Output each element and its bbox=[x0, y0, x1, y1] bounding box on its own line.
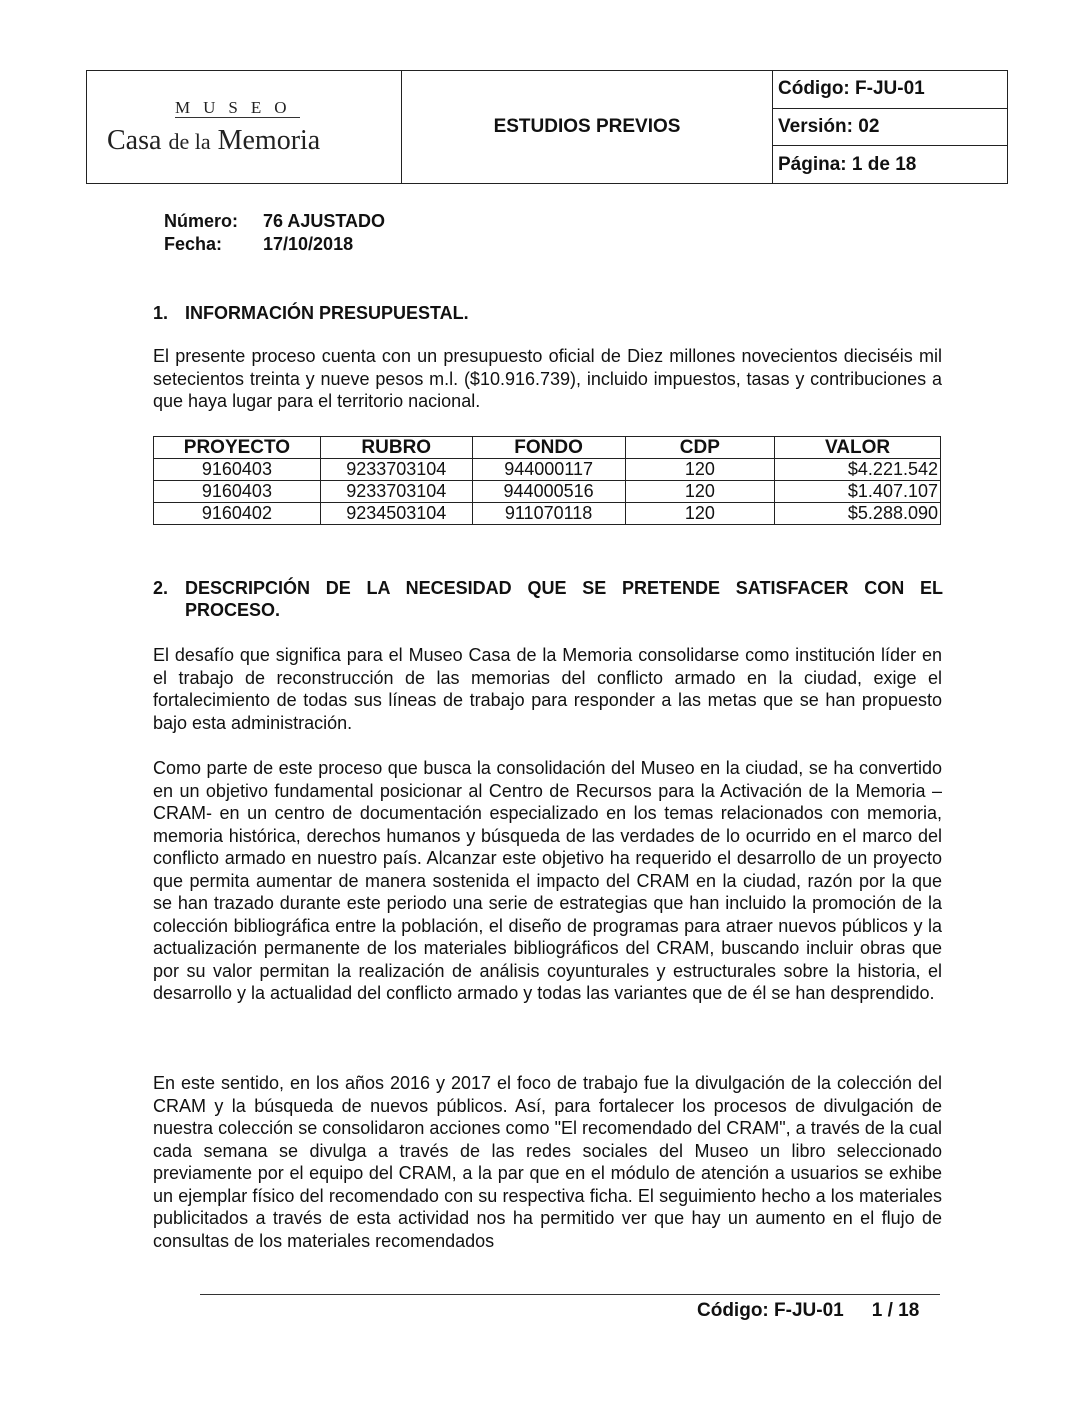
header-rubro: RUBRO bbox=[320, 437, 472, 459]
document-control-info bbox=[773, 71, 1007, 183]
cell-cdp: 120 bbox=[625, 503, 775, 525]
museum-logo bbox=[87, 71, 402, 183]
logo-museo-text: MUSEO bbox=[175, 98, 300, 117]
fecha-label: Fecha: bbox=[164, 234, 223, 254]
logo-casa: Casa bbox=[107, 125, 162, 156]
section-2-number: 2. bbox=[153, 578, 169, 598]
section-2-heading bbox=[153, 577, 943, 621]
table-header-row bbox=[154, 437, 941, 459]
section-1-paragraph: El presente proceso cuenta con un presupuesto oficial de Diez millones novecientos dieciséis mil setecientos treinta y nueve pesos m.l. ($10.916.739), incluido impuestos, tasas y contribuciones a que haya lugar para el territorio nacional. bbox=[153, 346, 942, 411]
cell-cdp: 120 bbox=[625, 459, 775, 481]
table-row bbox=[154, 503, 941, 525]
cell-rubro: 9233703104 bbox=[320, 459, 472, 481]
footer-page-number: 1 / 18 bbox=[871, 1300, 920, 1321]
logo-name-text bbox=[107, 125, 320, 157]
section-2-paragraph-3: En este sentido, en los años 2016 y 2017 el foco de trabajo fue la divulgación de la colección del CRAM y la búsqueda de nuevos públicos. Así, para fortalecer los procesos de divulgación de nuestra colección se consolidaron acciones como "El recomendado del CRAM", a través de la cual cada semana se divulga a través de las redes sociales del Museo un libro seleccionado previamente por el equipo del CRAM, a la par que en el módulo de atención a usuarios se exhibe un ejemplar físico del recomendado con su respectiva ficha. El seguimiento hecho a los materiales publicitados a través de esta actividad nos ha permitido ver que hay un aumento en el flujo de consultas de los materiales recomendados bbox=[153, 1073, 942, 1251]
section-2-paragraph-1: El desafío que significa para el Museo Casa de la Memoria consolidarse como institución líder en el trabajo de reconstrucción de las memorias del conflicto armado en la ciudad, exige el fortalecimiento de todas sus líneas de trabajo para responder a las metas que se han propuesto bajo esta administración. bbox=[153, 645, 942, 733]
header-proyecto: PROYECTO bbox=[154, 437, 321, 459]
document-version: Versión: 02 bbox=[773, 109, 1007, 147]
numero-label: Número: bbox=[164, 211, 239, 231]
section-1-number: 1. bbox=[153, 303, 169, 323]
cell-valor: $1.407.107 bbox=[775, 481, 941, 503]
document-code: Código: F-JU-01 bbox=[773, 71, 1007, 109]
cell-proyecto: 9160403 bbox=[154, 459, 321, 481]
logo-memoria: Memoria bbox=[217, 125, 321, 156]
document-meta bbox=[164, 210, 385, 256]
header-cdp: CDP bbox=[625, 437, 775, 459]
cell-valor: $5.288.090 bbox=[775, 503, 941, 525]
cell-rubro: 9233703104 bbox=[320, 481, 472, 503]
section-1-heading bbox=[153, 302, 469, 324]
cell-proyecto: 9160403 bbox=[154, 481, 321, 503]
cell-rubro: 9234503104 bbox=[320, 503, 472, 525]
budget-table bbox=[153, 436, 941, 525]
document-title: ESTUDIOS PREVIOS bbox=[402, 71, 773, 183]
header-valor: VALOR bbox=[775, 437, 941, 459]
footer-code: Código: F-JU-01 bbox=[697, 1300, 844, 1321]
cell-valor: $4.221.542 bbox=[775, 459, 941, 481]
table-row bbox=[154, 481, 941, 503]
fecha-value: 17/10/2018 bbox=[263, 234, 354, 254]
page-footer bbox=[697, 1300, 919, 1322]
cell-fondo: 944000117 bbox=[472, 459, 625, 481]
document-header bbox=[86, 70, 1008, 184]
footer-divider bbox=[200, 1294, 940, 1295]
cell-fondo: 911070118 bbox=[472, 503, 625, 525]
numero-value: 76 AJUSTADO bbox=[263, 211, 386, 231]
table-row bbox=[154, 459, 941, 481]
section-2-title: DESCRIPCIÓN DE LA NECESIDAD QUE SE PRETENDE SATISFACER CON EL PROCESO. bbox=[185, 578, 943, 620]
cell-cdp: 120 bbox=[625, 481, 775, 503]
section-2-paragraph-2: Como parte de este proceso que busca la consolidación del Museo en la ciudad, se ha convertido en un objetivo fundamental posicionar al Centro de Recursos para la Activación de la Memoria –CRAM- en un centro de documentación especializado en los temas relacionados con memoria, memoria histórica, derechos humanos y búsqueda de las verdades de lo ocurrido en el marco del conflicto armado en nuestro país. Alcanzar este objetivo ha requerido el desarrollo de un proyecto que permita aumentar de manera sostenida el impacto del CRAM en la ciudad, razón por la que se han trazado durante este periodo una serie de estrategias que han incluido la promoción de la colección bibliográfica entre la población, el diseño de programas para atraer nuevos públicos y la actualización permanente de los materiales bibliográficos del CRAM, buscando incluir obras que por su valor permitan la realización de análisis coyunturales y estructurales sobre la historia, el desarrollo y la actualidad del conflicto armado y todas las variantes que de él se han desprendido. bbox=[153, 758, 942, 1003]
header-fondo: FONDO bbox=[472, 437, 625, 459]
cell-proyecto: 9160402 bbox=[154, 503, 321, 525]
section-1-title: INFORMACIÓN PRESUPUESTAL. bbox=[185, 303, 469, 323]
logo-de-la: de la bbox=[168, 129, 211, 154]
cell-fondo: 944000516 bbox=[472, 481, 625, 503]
document-page: Página: 1 de 18 bbox=[778, 153, 917, 175]
